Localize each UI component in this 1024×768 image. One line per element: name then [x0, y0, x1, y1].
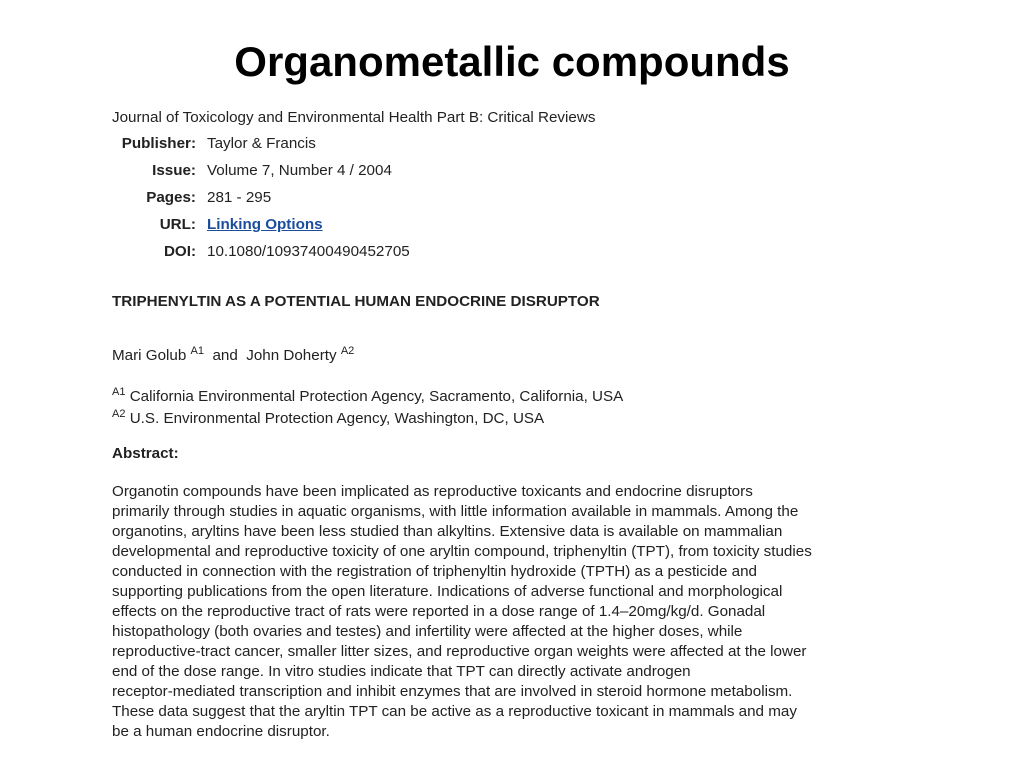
meta-value-issue: Volume 7, Number 4 / 2004 [207, 162, 392, 179]
affiliation-marker: A2 [112, 408, 126, 420]
abstract-text [112, 482, 922, 742]
journal-name: Journal of Toxicology and Environmental Health Part B: Critical Reviews [112, 109, 596, 126]
meta-value-doi: 10.1080/10937400490452705 [207, 243, 410, 260]
affiliation-text: U.S. Environmental Protection Agency, Washington, DC, USA [129, 410, 545, 427]
affiliation-line [112, 408, 932, 430]
meta-row-doi [112, 242, 932, 269]
abstract-line: be a human endocrine disruptor. [112, 723, 330, 740]
meta-label-url: URL: [159, 216, 196, 233]
abstract-line: Organotin compounds have been implicated as reproductive toxicants and endocrine disruptors [112, 483, 753, 500]
meta-label-issue: Issue: [152, 162, 196, 179]
affiliations [112, 386, 932, 430]
author-connector: and [208, 347, 242, 364]
abstract-line: These data suggest that the aryltin TPT can be active as a reproductive toxicant in mammals and may [112, 703, 797, 720]
meta-row-pages [112, 188, 932, 215]
meta-row-issue [112, 161, 932, 188]
meta-label-doi: DOI: [163, 243, 196, 260]
author-name: John Doherty [246, 347, 337, 364]
abstract-line: end of the dose range. In vitro studies indicate that TPT can directly activate androgen [112, 663, 691, 680]
abstract-line: receptor-mediated transcription and inhibit enzymes that are involved in steroid hormone metabolism. [112, 683, 793, 700]
paper-title: TRIPHENYLTIN AS A POTENTIAL HUMAN ENDOCRINE DISRUPTOR [112, 293, 600, 310]
abstract-line: effects on the reproductive tract of rats were reported in a dose range of 1.4–20mg/kg/d. Gonadal [112, 603, 766, 620]
abstract-line: conducted in connection with the registration of triphenyltin hydroxide (TPTH) as a pesticide and [112, 563, 757, 580]
abstract-line: supporting publications from the open literature. Indications of adverse functional and morphological [112, 583, 783, 600]
meta-label-publisher: Publisher: [121, 135, 196, 152]
authors [112, 346, 932, 366]
author-affiliation-marker: A2 [340, 345, 355, 357]
affiliation-marker: A1 [112, 386, 126, 398]
meta-row-publisher [112, 134, 932, 161]
meta-value-pages: 281 - 295 [207, 189, 272, 206]
affiliation-line [112, 386, 932, 408]
abstract-line: reproductive-tract cancer, smaller litter sizes, and reproductive organ weights were affected at the lower [112, 643, 807, 660]
meta-row-url [112, 215, 932, 242]
affiliation-text: California Environmental Protection Agency, Sacramento, California, USA [129, 388, 624, 405]
meta-label-pages: Pages: [146, 189, 196, 206]
abstract-line: primarily through studies in aquatic organisms, with little information available in mammals. Among the [112, 503, 799, 520]
abstract-line: organotins, aryltins have been less studied than alkyltins. Extensive data is available on mammalian [112, 523, 783, 540]
author-affiliation-marker: A1 [190, 345, 204, 357]
article-record [112, 108, 932, 742]
abstract-line: histopathology (both ovaries and testes) and infertility were affected at the higher doses, while [112, 623, 743, 640]
author-name: Mari Golub [112, 347, 187, 364]
linking-options-link[interactable]: Linking Options [207, 216, 323, 233]
slide-title: Organometallic compounds [234, 38, 790, 85]
meta-value-url [207, 215, 932, 235]
abstract-heading: Abstract: [112, 445, 179, 462]
meta-value-publisher: Taylor & Francis [207, 135, 316, 152]
abstract-line: developmental and reproductive toxicity of one aryltin compound, triphenyltin (TPT), from toxicity studies [112, 543, 812, 560]
